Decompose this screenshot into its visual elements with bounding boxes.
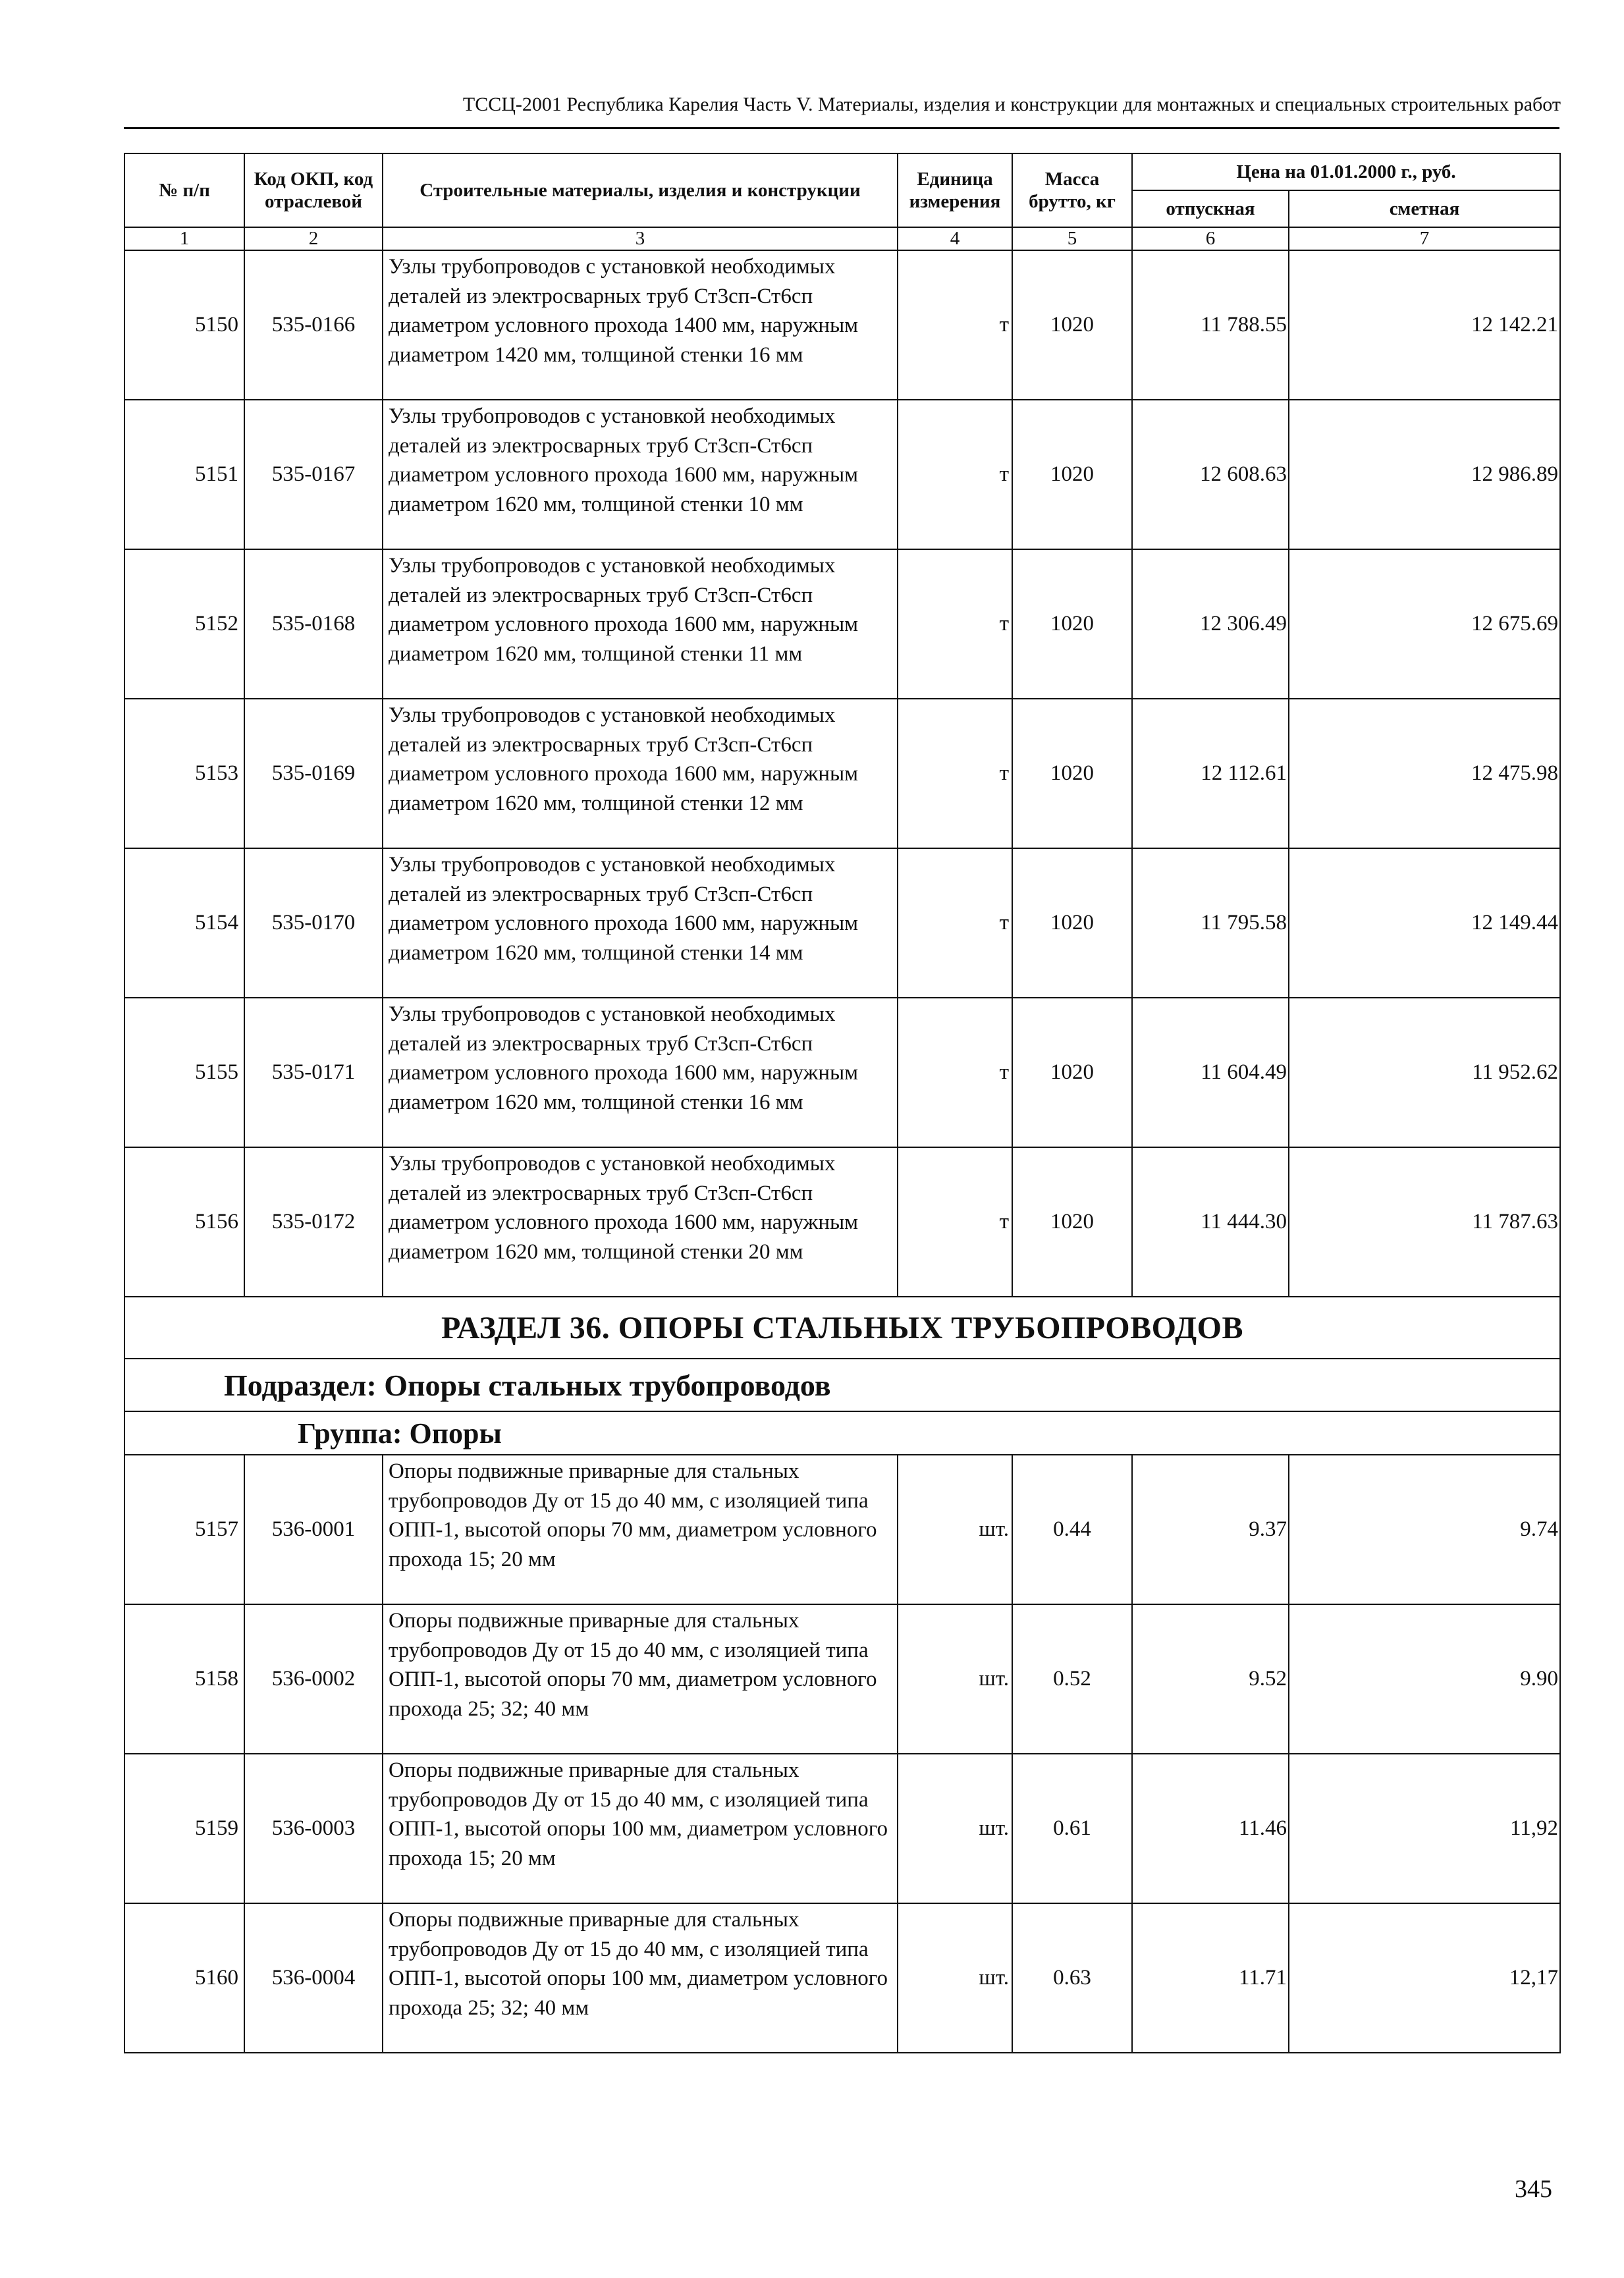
header-rule — [124, 127, 1559, 129]
okp-code: 535-0172 — [244, 1147, 383, 1297]
header-row-1 — [124, 153, 1560, 190]
unit: т — [898, 400, 1012, 549]
unit: шт. — [898, 1455, 1012, 1604]
material-description: Узлы трубопроводов с установкой необходимых деталей из электросварных труб Ст3сп-Ст6сп диаметром условного прохода 1600 мм, наружным диаметром 1620 мм, толщиной стенки 10 мм — [383, 400, 898, 549]
price-release: 9.37 — [1132, 1455, 1289, 1604]
table-row — [124, 250, 1560, 400]
mass: 0.44 — [1012, 1455, 1132, 1604]
row-number: 5154 — [124, 848, 244, 998]
table-row — [124, 1754, 1560, 1903]
mass: 1020 — [1012, 848, 1132, 998]
price-release: 11 604.49 — [1132, 998, 1289, 1147]
material-description: Узлы трубопроводов с установкой необходимых деталей из электросварных труб Ст3сп-Ст6сп диаметром условного прохода 1600 мм, наружным диаметром 1620 мм, толщиной стенки 16 мм — [383, 998, 898, 1147]
col-material-header: Строительные материалы, изделия и конструкции — [383, 153, 898, 227]
column-number: 5 — [1012, 227, 1132, 250]
unit: т — [898, 250, 1012, 400]
material-description: Узлы трубопроводов с установкой необходимых деталей из электросварных труб Ст3сп-Ст6сп диаметром условного прохода 1600 мм, наружным диаметром 1620 мм, толщиной стенки 14 мм — [383, 848, 898, 998]
okp-code: 536-0001 — [244, 1455, 383, 1604]
row-number: 5151 — [124, 400, 244, 549]
col-price-release-header: отпускная — [1132, 190, 1289, 227]
unit: шт. — [898, 1754, 1012, 1903]
material-description: Опоры подвижные приварные для стальных трубопроводов Ду от 15 до 40 мм, с изоляцией типа ОПП-1, высотой опоры 70 мм, диаметром условного прохода 15; 20 мм — [383, 1455, 898, 1604]
material-description: Узлы трубопроводов с установкой необходимых деталей из электросварных труб Ст3сп-Ст6сп диаметром условного прохода 1600 мм, наружным диаметром 1620 мм, толщиной стенки 20 мм — [383, 1147, 898, 1297]
unit: т — [898, 998, 1012, 1147]
unit: т — [898, 848, 1012, 998]
price-release: 11 795.58 — [1132, 848, 1289, 998]
price-estimate: 12,17 — [1289, 1903, 1560, 2053]
price-estimate: 9.74 — [1289, 1455, 1560, 1604]
price-release: 11.71 — [1132, 1903, 1289, 2053]
unit: шт. — [898, 1903, 1012, 2053]
price-estimate: 12 142.21 — [1289, 250, 1560, 400]
material-description: Опоры подвижные приварные для стальных трубопроводов Ду от 15 до 40 мм, с изоляцией типа ОПП-1, высотой опоры 100 мм, диаметром условного прохода 25; 32; 40 мм — [383, 1903, 898, 2053]
price-estimate: 11,92 — [1289, 1754, 1560, 1903]
table-row — [124, 1455, 1560, 1604]
column-number: 4 — [898, 227, 1012, 250]
price-release: 12 306.49 — [1132, 549, 1289, 699]
group-row — [124, 1411, 1560, 1455]
row-number: 5153 — [124, 699, 244, 848]
row-number: 5158 — [124, 1604, 244, 1754]
table-row — [124, 848, 1560, 998]
row-number: 5159 — [124, 1754, 244, 1903]
okp-code: 536-0004 — [244, 1903, 383, 2053]
section-row — [124, 1297, 1560, 1359]
mass: 1020 — [1012, 699, 1132, 848]
page-header: ТССЦ-2001 Республика Карелия Часть V. Материалы, изделия и конструкции для монтажных и специальных строительных работ — [462, 94, 1561, 115]
price-release: 9.52 — [1132, 1604, 1289, 1754]
price-release: 11.46 — [1132, 1754, 1289, 1903]
unit: т — [898, 699, 1012, 848]
price-estimate: 9.90 — [1289, 1604, 1560, 1754]
table-row — [124, 998, 1560, 1147]
okp-code: 535-0167 — [244, 400, 383, 549]
column-number: 1 — [124, 227, 244, 250]
price-release: 11 444.30 — [1132, 1147, 1289, 1297]
okp-code: 536-0002 — [244, 1604, 383, 1754]
table-row — [124, 549, 1560, 699]
mass: 0.63 — [1012, 1903, 1132, 2053]
okp-code: 535-0171 — [244, 998, 383, 1147]
col-okp-header: Код ОКП, код отраслевой — [244, 153, 383, 227]
table-row — [124, 400, 1560, 549]
mass: 0.52 — [1012, 1604, 1132, 1754]
col-unit-header: Единица измерения — [898, 153, 1012, 227]
page-number: 345 — [1515, 2175, 1552, 2203]
okp-code: 536-0003 — [244, 1754, 383, 1903]
col-num-header: № п/п — [124, 153, 244, 227]
mass: 1020 — [1012, 998, 1132, 1147]
col-mass-header: Масса брутто, кг — [1012, 153, 1132, 227]
unit: шт. — [898, 1604, 1012, 1754]
row-number: 5160 — [124, 1903, 244, 2053]
price-estimate: 12 149.44 — [1289, 848, 1560, 998]
mass: 1020 — [1012, 549, 1132, 699]
group-title: Группа: Опоры — [124, 1411, 1560, 1455]
section-title: РАЗДЕЛ 36. ОПОРЫ СТАЛЬНЫХ ТРУБОПРОВОДОВ — [124, 1297, 1560, 1359]
row-number: 5156 — [124, 1147, 244, 1297]
price-estimate: 12 475.98 — [1289, 699, 1560, 848]
price-release: 12 608.63 — [1132, 400, 1289, 549]
material-description: Узлы трубопроводов с установкой необходимых деталей из электросварных труб Ст3сп-Ст6сп диаметром условного прохода 1600 мм, наружным диаметром 1620 мм, толщиной стенки 11 мм — [383, 549, 898, 699]
column-number: 6 — [1132, 227, 1289, 250]
price-table — [124, 153, 1561, 2053]
col-price-estimate-header: сметная — [1289, 190, 1560, 227]
okp-code: 535-0166 — [244, 250, 383, 400]
mass: 1020 — [1012, 1147, 1132, 1297]
material-description: Опоры подвижные приварные для стальных трубопроводов Ду от 15 до 40 мм, с изоляцией типа ОПП-1, высотой опоры 100 мм, диаметром условного прохода 15; 20 мм — [383, 1754, 898, 1903]
table-row — [124, 699, 1560, 848]
row-number: 5152 — [124, 549, 244, 699]
price-release: 11 788.55 — [1132, 250, 1289, 400]
unit: т — [898, 549, 1012, 699]
mass: 1020 — [1012, 400, 1132, 549]
table-row — [124, 1604, 1560, 1754]
row-number: 5155 — [124, 998, 244, 1147]
column-number: 3 — [383, 227, 898, 250]
table-row — [124, 1903, 1560, 2053]
mass: 1020 — [1012, 250, 1132, 400]
col-price-group-header: Цена на 01.01.2000 г., руб. — [1132, 153, 1560, 190]
unit: т — [898, 1147, 1012, 1297]
okp-code: 535-0168 — [244, 549, 383, 699]
column-number: 7 — [1289, 227, 1560, 250]
material-description: Опоры подвижные приварные для стальных трубопроводов Ду от 15 до 40 мм, с изоляцией типа ОПП-1, высотой опоры 70 мм, диаметром условного прохода 25; 32; 40 мм — [383, 1604, 898, 1754]
table-row — [124, 1147, 1560, 1297]
price-estimate: 11 952.62 — [1289, 998, 1560, 1147]
price-estimate: 11 787.63 — [1289, 1147, 1560, 1297]
price-estimate: 12 675.69 — [1289, 549, 1560, 699]
column-number-row — [124, 227, 1560, 250]
subsection-row — [124, 1359, 1560, 1411]
subsection-title: Подраздел: Опоры стальных трубопроводов — [124, 1359, 1560, 1411]
material-description: Узлы трубопроводов с установкой необходимых деталей из электросварных труб Ст3сп-Ст6сп диаметром условного прохода 1400 мм, наружным диаметром 1420 мм, толщиной стенки 16 мм — [383, 250, 898, 400]
row-number: 5157 — [124, 1455, 244, 1604]
column-number: 2 — [244, 227, 383, 250]
row-number: 5150 — [124, 250, 244, 400]
mass: 0.61 — [1012, 1754, 1132, 1903]
material-description: Узлы трубопроводов с установкой необходимых деталей из электросварных труб Ст3сп-Ст6сп диаметром условного прохода 1600 мм, наружным диаметром 1620 мм, толщиной стенки 12 мм — [383, 699, 898, 848]
okp-code: 535-0170 — [244, 848, 383, 998]
okp-code: 535-0169 — [244, 699, 383, 848]
price-estimate: 12 986.89 — [1289, 400, 1560, 549]
price-release: 12 112.61 — [1132, 699, 1289, 848]
